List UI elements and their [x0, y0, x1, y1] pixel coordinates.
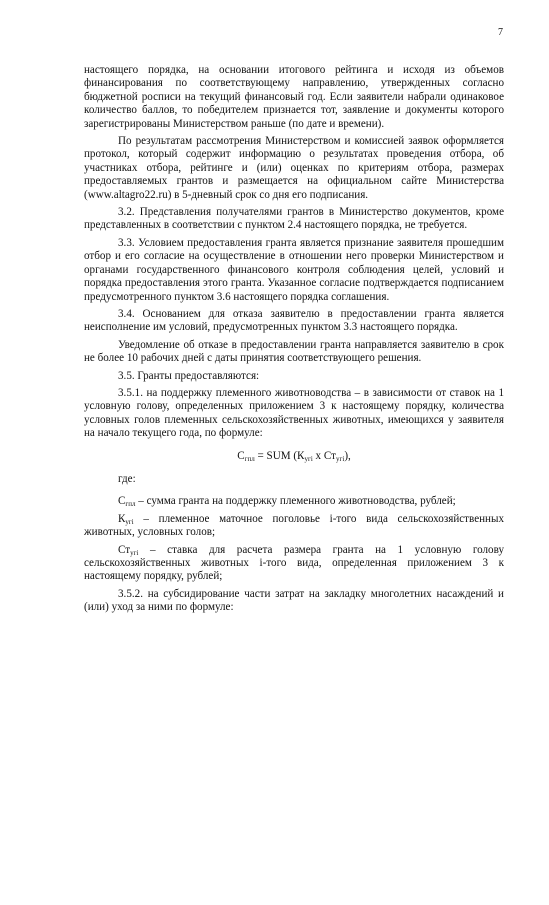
paragraph: Уведомление об отказе в предоставлении гранта направляется заявителю в срок не более 10 рабочих дней с даты принятия соответствующего решения.: [84, 338, 504, 365]
formula-subscript: угi: [304, 454, 313, 463]
paragraph: настоящего порядка, на основании итогового рейтинга и исходя из объемов финансирования по соответствующему направлению, утвержденных согласно бюджетной росписи на текущий финансовый год. Если заявители набрали одинаковое количество баллов, то победителем признается тот, заявление и документы которого зарегистрированы Министерством раньше (по дате и времени).: [84, 64, 504, 130]
paragraph: 3.5. Гранты предоставляются:: [118, 369, 260, 382]
definition-text: – племенное маточное поголовье i-того вида сельскохозяйственных животных, условных голов;: [84, 512, 504, 539]
formula: [84, 450, 504, 463]
symbol: Ст: [118, 543, 131, 556]
paragraph: 3.5.1. на поддержку племенного животноводства – в зависимости от ставок на 1 условную голову, определенных приложением 3 к настоящему порядку, количества условных голов племенных сельскохозяйственных животных, имеющихся у заявителя на начало текущего года, по формуле:: [84, 386, 504, 440]
definition-text: – сумма гранта на поддержку племенного животноводства, рублей;: [135, 495, 456, 508]
where-label: где:: [118, 472, 136, 485]
formula-subscript: угi: [335, 454, 345, 463]
paragraph: 3.5.2. на субсидирование части затрат на закладку многолетних насаждений и (или) уход за ними по формуле:: [84, 587, 504, 614]
definition: [84, 544, 504, 584]
definition-text: – ставка для расчета размера гранта на 1 условную голову сельскохозяйственных животных i-того вида, определенная приложением 3 к настоящему порядку, рублей;: [84, 543, 504, 583]
definition: [84, 495, 504, 508]
formula-text: ),: [344, 449, 351, 462]
document-body: [84, 64, 504, 615]
symbol-subscript: гпл: [125, 500, 136, 509]
formula-text: х Ст: [312, 449, 336, 462]
formula-symbol: С: [237, 449, 245, 462]
symbol: С: [118, 495, 126, 508]
paragraph: 3.3. Условием предоставления гранта является признание заявителя прошедшим отбор и его согласие на осуществление в отношении него проверки Министерством и органами государственного финансового контроля соблюдения целей, условий и порядка предоставления этого гранта. Указанное согласие подтверждается подписанием предусмотренного пунктом 3.6 настоящего порядка соглашения.: [84, 236, 504, 303]
symbol: К: [118, 512, 126, 525]
formula-subscript: гпл: [244, 454, 255, 463]
definition: [84, 513, 504, 540]
page-number: 7: [498, 27, 503, 38]
formula-text: = SUM (К: [254, 449, 305, 462]
symbol-subscript: угi: [125, 517, 134, 526]
paragraph: По результатам рассмотрения Министерством и комиссией заявок оформляется протокол, который содержит информацию о результатах проведения отбора, об участниках отбора, рейтинге и (или) оценках по критериям отбора, размерах предоставляемых грантов и размещается на официальном сайте Министерства (www.altagro22.ru) в 5-дневный срок со дня его подписания.: [84, 135, 504, 201]
symbol-subscript: угi: [130, 548, 139, 557]
paragraph: 3.2. Представления получателями грантов в Министерство документов, кроме представленных в соответствии с пунктом 2.4 настоящего порядка, не требуется.: [84, 206, 504, 232]
paragraph: 3.4. Основанием для отказа заявителю в предоставлении гранта является неисполнение им условий, предусмотренных пунктом 3.3 настоящего порядка.: [84, 307, 504, 334]
